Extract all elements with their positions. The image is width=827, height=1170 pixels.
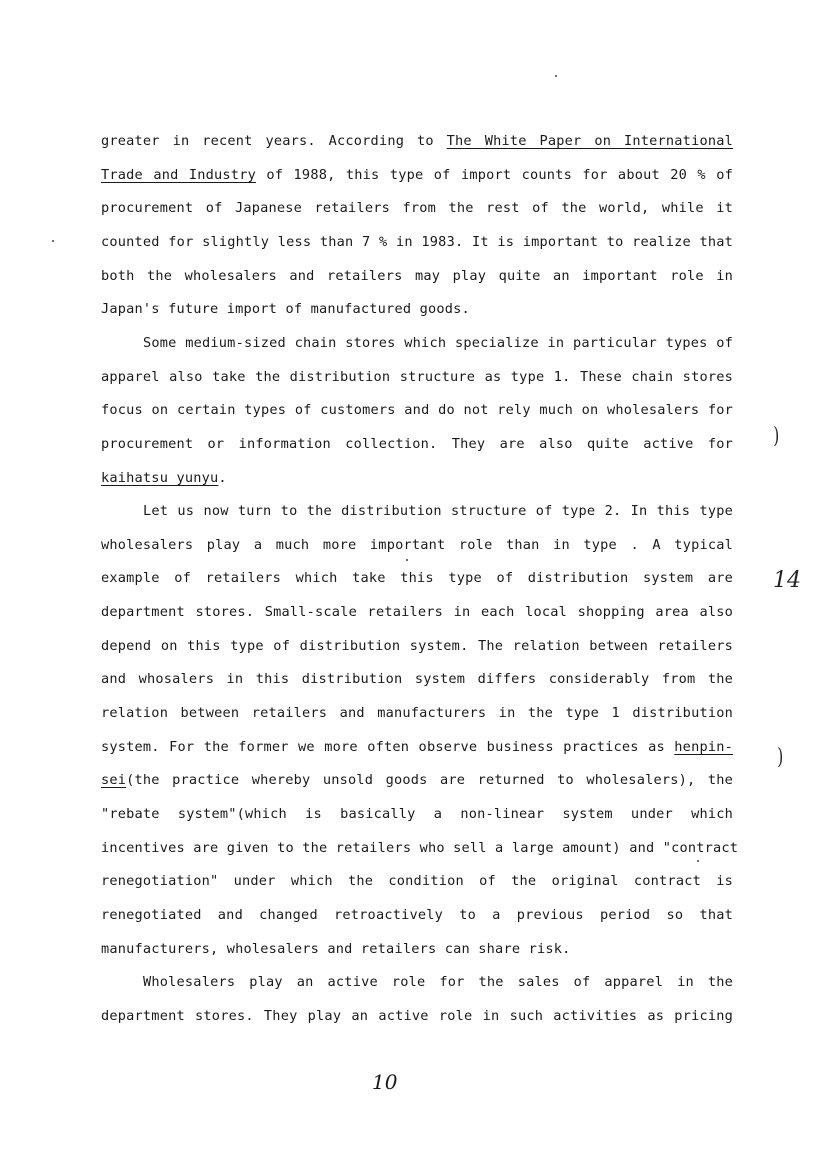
text-run: renegotiated and changed retroactively to a previous period so that xyxy=(101,907,733,923)
text-run: "rebate system"(which is basically a non-linear system under which xyxy=(101,806,733,822)
underlined-term: The White Paper on International xyxy=(446,133,733,149)
text-line xyxy=(101,434,733,454)
page-number: 10 xyxy=(372,1070,398,1094)
text-line xyxy=(101,131,733,151)
text-line xyxy=(101,400,733,420)
text-line xyxy=(101,804,733,824)
text-line xyxy=(101,636,733,656)
text-run: focus on certain types of customers and do not rely much on wholesalers for xyxy=(101,402,733,418)
text-line xyxy=(101,568,733,588)
text-run: . xyxy=(218,470,227,486)
text-run: manufacturers, wholesalers and retailers can share risk. xyxy=(101,941,571,957)
text-run: both the wholesalers and retailers may play quite an important role in xyxy=(101,268,733,284)
text-run: wholesalers play a much more important role than in type . A typical xyxy=(101,537,733,553)
margin-parenthesis: ) xyxy=(777,745,784,770)
text-line xyxy=(101,1006,733,1026)
scan-speck xyxy=(697,860,699,862)
text-run: procurement of Japanese retailers from the rest of the world, while it xyxy=(101,200,733,216)
text-run: Let us now turn to the distribution structure of type 2. In this type xyxy=(143,503,733,519)
text-line xyxy=(101,299,733,319)
text-line xyxy=(101,266,733,286)
text-line xyxy=(101,367,733,387)
text-line xyxy=(101,905,733,925)
text-line xyxy=(143,501,733,521)
text-run: procurement or information collection. They are also quite active for xyxy=(101,436,733,452)
text-run: Japan's future import of manufactured goods. xyxy=(101,301,470,317)
text-line xyxy=(101,838,739,858)
text-run: depend on this type of distribution system. The relation between retailers xyxy=(101,638,733,654)
text-run: greater in recent years. According to xyxy=(101,133,447,149)
text-line xyxy=(101,669,733,689)
text-line xyxy=(101,198,733,218)
text-run: renegotiation" under which the condition of the original contract is xyxy=(101,873,733,889)
text-run: relation between retailers and manufacturers in the type 1 distribution xyxy=(101,705,733,721)
text-line xyxy=(101,468,733,488)
text-line xyxy=(101,703,733,723)
text-line xyxy=(143,972,733,992)
scan-speck xyxy=(52,240,54,242)
underlined-term: kaihatsu yunyu xyxy=(101,470,219,486)
underlined-term: Trade and Industry xyxy=(101,167,256,183)
text-run: and whosalers in this distribution system differs considerably from the xyxy=(101,671,733,687)
text-line xyxy=(101,770,733,790)
text-run: example of retailers which take this type of distribution system are xyxy=(101,570,733,586)
text-run: department stores. Small-scale retailers in each local shopping area also xyxy=(101,604,733,620)
text-line xyxy=(101,535,733,555)
text-line xyxy=(101,165,733,185)
text-run: (the practice whereby unsold goods are returned to wholesalers), the xyxy=(126,772,733,788)
text-run: counted for slightly less than 7 % in 1983. It is important to realize that xyxy=(101,234,733,250)
scan-speck xyxy=(406,559,408,561)
text-run: department stores. They play an active role in such activities as pricing xyxy=(101,1008,733,1024)
text-run: Wholesalers play an active role for the sales of apparel in the xyxy=(143,974,733,990)
text-run: apparel also take the distribution structure as type 1. These chain stores xyxy=(101,369,733,385)
text-run: system. For the former we more often observe business practices as xyxy=(101,739,675,755)
text-line xyxy=(101,232,733,252)
text-line xyxy=(101,939,733,959)
underlined-term: henpin- xyxy=(674,739,733,755)
text-line xyxy=(143,333,733,353)
underlined-term: sei xyxy=(101,772,127,788)
text-run: Some medium-sized chain stores which specialize in particular types of xyxy=(143,335,733,351)
text-run: incentives are given to the retailers who sell a large amount) and "contract xyxy=(101,840,739,856)
scan-speck xyxy=(555,75,557,77)
text-line xyxy=(101,737,733,757)
text-line xyxy=(101,602,733,622)
margin-parenthesis: ) xyxy=(773,424,780,449)
text-line xyxy=(101,871,733,891)
handwritten-page-marker: 14 xyxy=(773,568,801,593)
text-run: of 1988, this type of import counts for about 20 % of xyxy=(255,167,733,183)
